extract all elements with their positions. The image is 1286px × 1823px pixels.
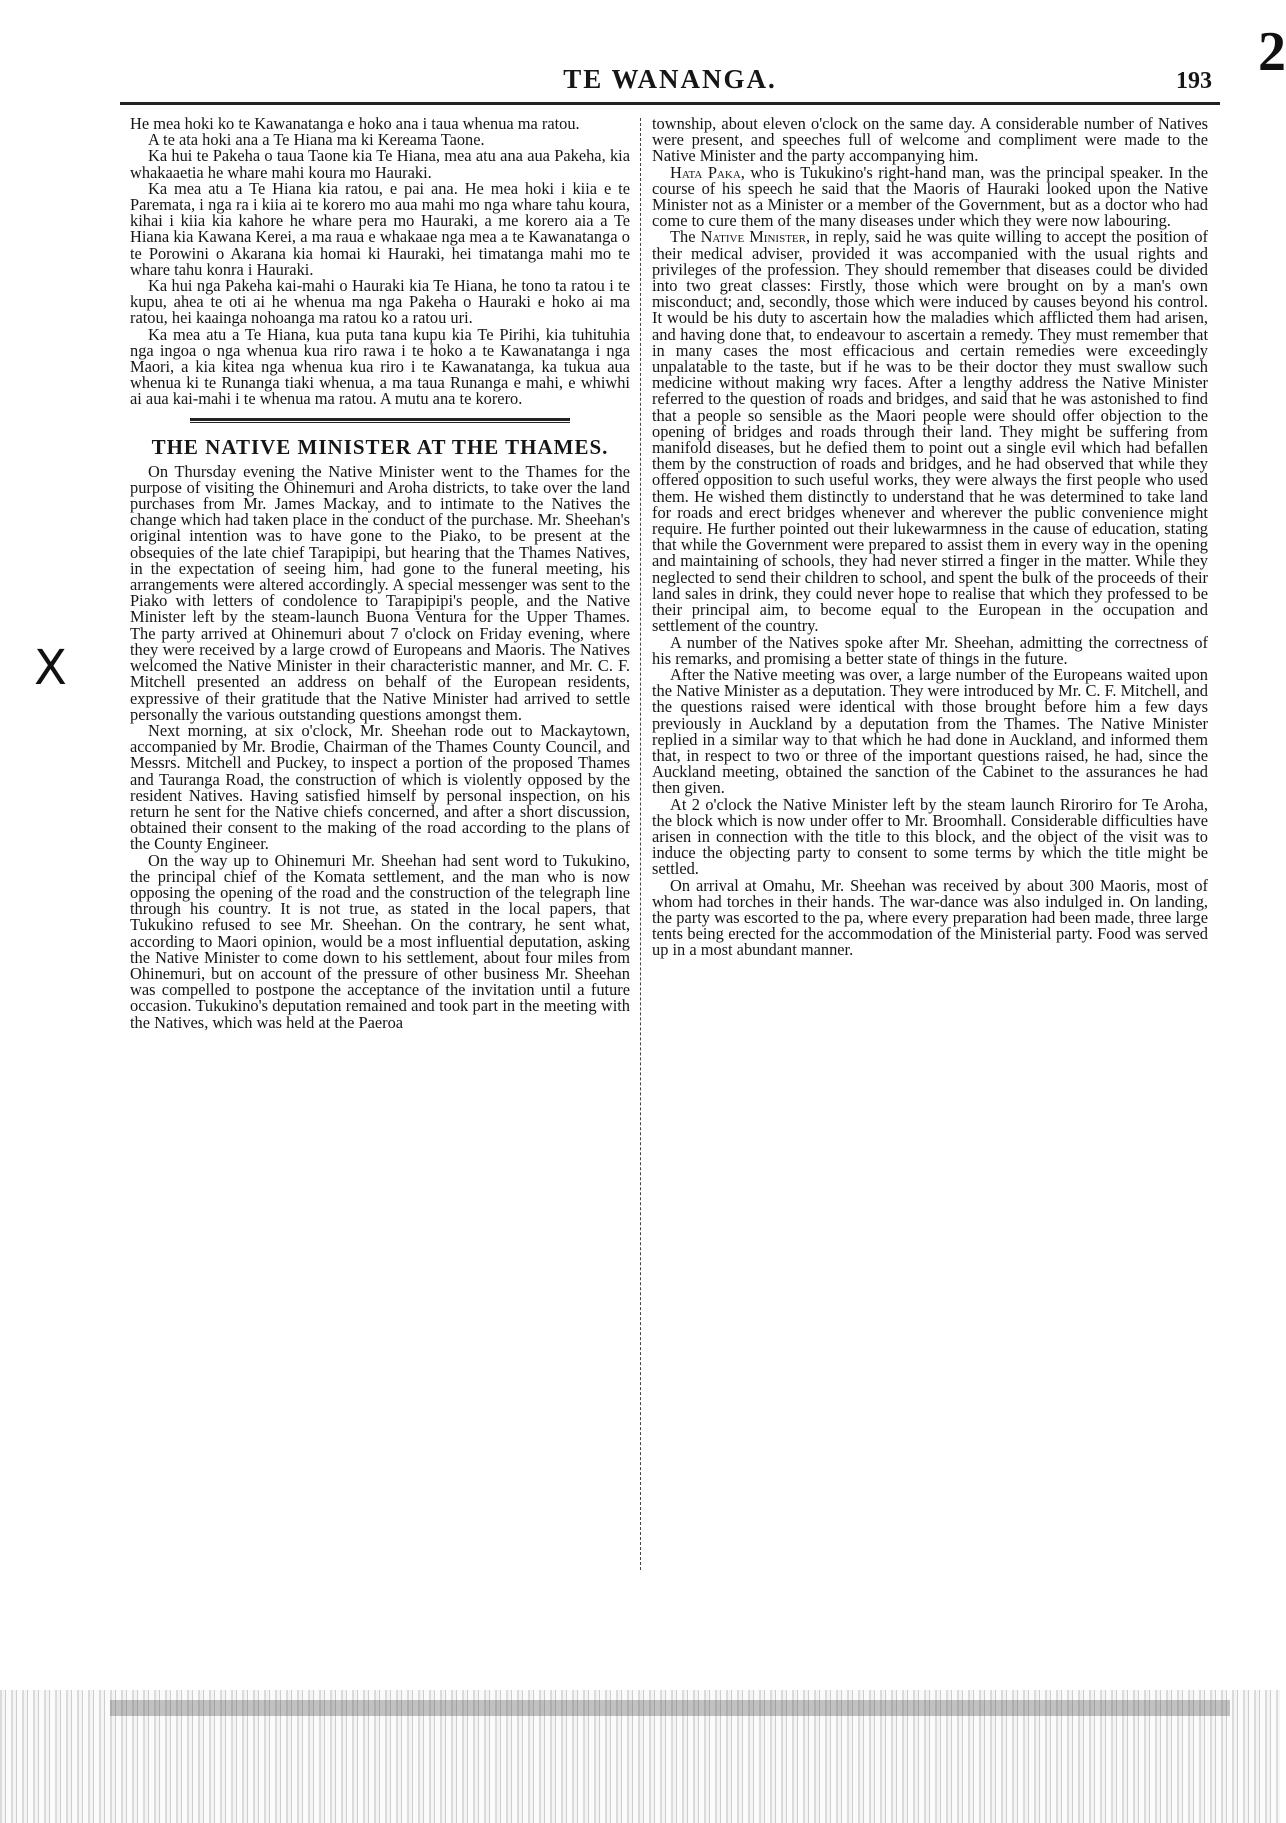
paragraph-lead: The: [670, 227, 701, 247]
right-column: [652, 116, 1208, 959]
article-title: THE NATIVE MINISTER AT THE THAMES.: [151, 434, 609, 459]
section-divider-thin: [190, 422, 570, 423]
section-divider: [190, 418, 570, 421]
article-paragraph: Next morning, at six o'clock, Mr. Sheehan rode out to Mackaytown, accompanied by Mr. Brodie, Chairman of the Thames County Council, and Messrs. Mitchell and Puckey, to inspect a portion of the proposed Thames and Tauranga Road, the construction of which is violently opposed by the resident Natives. Having satisfied himself by personal inspection, on his return he sent for the Native chiefs concerned, and after a short discussion, obtained their consent to the making of the road according to the plans of the County Engineer.: [130, 720, 630, 854]
paragraph-text: who is Tukukino's right-hand man, was the principal speaker. In the course of his speech he said that the Maoris of Hauraki looked upon the Native Minister not as a Minister or a member of the Government, but as a doctor who had come to cure them of the many diseases under which they were now labouring.: [652, 162, 1208, 231]
page-number: 193: [1176, 68, 1212, 94]
column-divider: [640, 118, 641, 1570]
article-paragraph: [652, 162, 1208, 231]
left-column: [130, 116, 630, 1031]
paragraph: Ka hui te Pakeha o taua Taone kia Te Hiana, mea atu ana aua Pakeha, kia whakaaetia he whare mahi koura mo Hauraki.: [130, 146, 630, 182]
article-paragraph: On the way up to Ohinemuri Mr. Sheehan had sent word to Tukukino, the principal chief of the Komata settlement, and the man who is now opposing the opening of the road and the construction of the telegraph line through his country. It is not true, as stated in the local papers, that Tukukino refused to see Mr. Sheehan. On the contrary, he sent what, according to Maori opinion, would be a most influential deputation, asking the Native Minister to come down to his settlement, about four miles from Ohinemuri, but on account of the pressure of other business Mr. Sheehan was compelled to postpone the acceptance of the invitation until a future occasion. Tukukino's deputation remained and took part in the meeting with the Natives, which was held at the Paeroa: [130, 850, 630, 1032]
masthead: [120, 58, 1220, 105]
paragraph-text: in reply, said he was quite willing to accept the position of their medical adviser, provided it was accompanied with the usual rights and privileges of the profession. They should remember that diseases could be divided into two great classes: Firstly, those which were brought on by a man's own misconduct; and, secondly, those which were induced by causes beyond his control. It would be his duty to ascertain how the maladies which afflicted them had arisen, and having done that, to endeavour to ascertain a remedy. They must remember that in many cases the most efficacious and certain remedies were exceedingly unpalatable to the taste, but if he was to be their doctor they must swallow such medicine without making wry faces. After a lengthy address the Native Minister referred to the question of roads and bridges, and said that he was astonished to find that a people so sensible as the Maori people were should offer objection to the opening of bridges and roads through their land. They might be suffering from manifold diseases, but he defied them to point out a single evil which had befallen them by the construction of roads and bridges, and he had observed that while they offered opposition to such useful works, they were always the first people who used them. He wished them distinctly to understand that he was determined to take land for roads and erect bridges whenever and wherever the public convenience might require. He further pointed out their lukewarmness in the cause of education, stating that while the Government were prepared to assist them in every way in the opening and maintaining of schools, they had never stirred a finger in the matter. While they neglected to send their children to school, and spent the bulk of the proceeds of their land sales in drink, they could never hope to realise that which they professed to be their principal aim, to become equal to the European in the occupation and settlement of the country.: [652, 227, 1208, 636]
article-paragraph: township, about eleven o'clock on the same day. A considerable number of Natives were present, and speeches full of welcome and compliment were made to the Native Minister and the party accompanying him.: [652, 114, 1208, 166]
scan-edge: [110, 1700, 1230, 1716]
newspaper-title: TE WANANGA.: [563, 64, 777, 94]
margin-mark: X: [34, 640, 67, 696]
article-paragraph: At 2 o'clock the Native Minister left by the steam launch Riroriro for Te Aroha, the block which is now under offer to Mr. Broomhall. Considerable difficulties have arisen in connection with the title to this block, and the object of the visit was to induce the objecting party to consent to some terms by which the title might be settled.: [652, 794, 1208, 879]
paragraph: Ka hui nga Pakeha kai-mahi o Hauraki kia Te Hiana, he tono ta ratou i te kupu, ahea te oti ai he whenua ma nga Pakeha o Hauraki e hoko ai ma ratou, hei kaainga nohoanga ma ratou ko a ratou uri.: [130, 276, 630, 328]
article-paragraph: A number of the Natives spoke after Mr. Sheehan, admitting the correctness of his remarks, and promising a better state of things in the future.: [652, 632, 1208, 668]
article-paragraph: On Thursday evening the Native Minister went to the Thames for the purpose of visiting the Ohinemuri and Aroha districts, to take over the land purchases from Mr. James Mackay, and to intimate to the Natives the change which had taken place in the conduct of the purchase. Mr. Sheehan's original intention was to have gone to the Piako, to be present at the obsequies of the late chief Tarapipipi, but hearing that the Thames Natives, in the expectation of seeing him, had gone to the funeral meeting, his arrangements were altered accordingly. A special messenger was sent to the Piako with letters of condolence to Tarapipipi's people, and the Native Minister left by the steam-launch Buona Ventura for the Upper Thames. The party arrived at Ohinemuri about 7 o'clock on Friday evening, where they were received by a large crowd of Europeans and Maoris. The Natives welcomed the Native Minister in their characteristic manner, and Mr. C. F. Mitchell presented an address on behalf of the European residents, expressive of their gratitude that the Native Minister had arrived to settle personally the various outstanding questions amongst them.: [130, 461, 630, 724]
paragraph: He mea hoki ko te Kawanatanga e hoko ana i taua whenua ma ratou.: [130, 114, 580, 133]
paragraph: A te ata hoki ana a Te Hiana ma ki Kereama Taone.: [148, 130, 485, 150]
speaker-name: Native Minister,: [700, 227, 811, 247]
article-paragraph: On arrival at Omahu, Mr. Sheehan was received by about 300 Maoris, most of whom had torches in their hands. The war-dance was also indulged in. On landing, the party was escorted to the pa, where every preparation had been made, three large tents being erected for the accommodation of the Ministerial party. Food was served up in a most abundant manner.: [652, 875, 1208, 960]
paragraph: Ka mea atu a Te Hiana kia ratou, e pai ana. He mea hoki i kiia e te Paremata, i nga ra i kiia ai te korero mo aua mahi mo nga whare tahu koura, kihai i kiia kia kahore he whare pera mo Hauraki, a me korero aia a Te Hiana kia Kawana Kerei, a ma raua e whakaae nga mea a te Kawanatanga o te Porowini o Akarana kia homai ki Hauraki, hei timatanga mahi mo te whare tahu konra i Hauraki.: [130, 178, 630, 279]
article-paragraph: After the Native meeting was over, a large number of the Europeans waited upon the Native Minister as a deputation. They were introduced by Mr. C. F. Mitchell, and the questions raised were identical with those brought before him a few days previously in Auckland by a deputation from the Thames. The Native Minister replied in a similar way to that which he had done in Auckland, and informed them that, in respect to two or three of the important questions raised, he had, since the Auckland meeting, obtained the sanction of the Cabinet to the assurances he had then given.: [652, 664, 1208, 798]
speaker-name: Hata Paka,: [670, 162, 745, 182]
paragraph: Ka mea atu a Te Hiana, kua puta tana kupu kia Te Pirihi, kia tuhituhia nga ingoa o nga whenua kua riro rawa i te hoko a te Kawanatanga i nga Maori, a kia kitea nga whenua kua riro i te Kawanatanga, ka tukua aua whenua ki te Runanga tiaki whenua, a ma taua Runanga e mahi, e whiwhi ai aua kai-mahi i te whenua ma ratou. A mutu ana te korero.: [130, 324, 630, 409]
article-paragraph: [652, 229, 1208, 634]
corner-mark: 2: [1258, 21, 1286, 83]
